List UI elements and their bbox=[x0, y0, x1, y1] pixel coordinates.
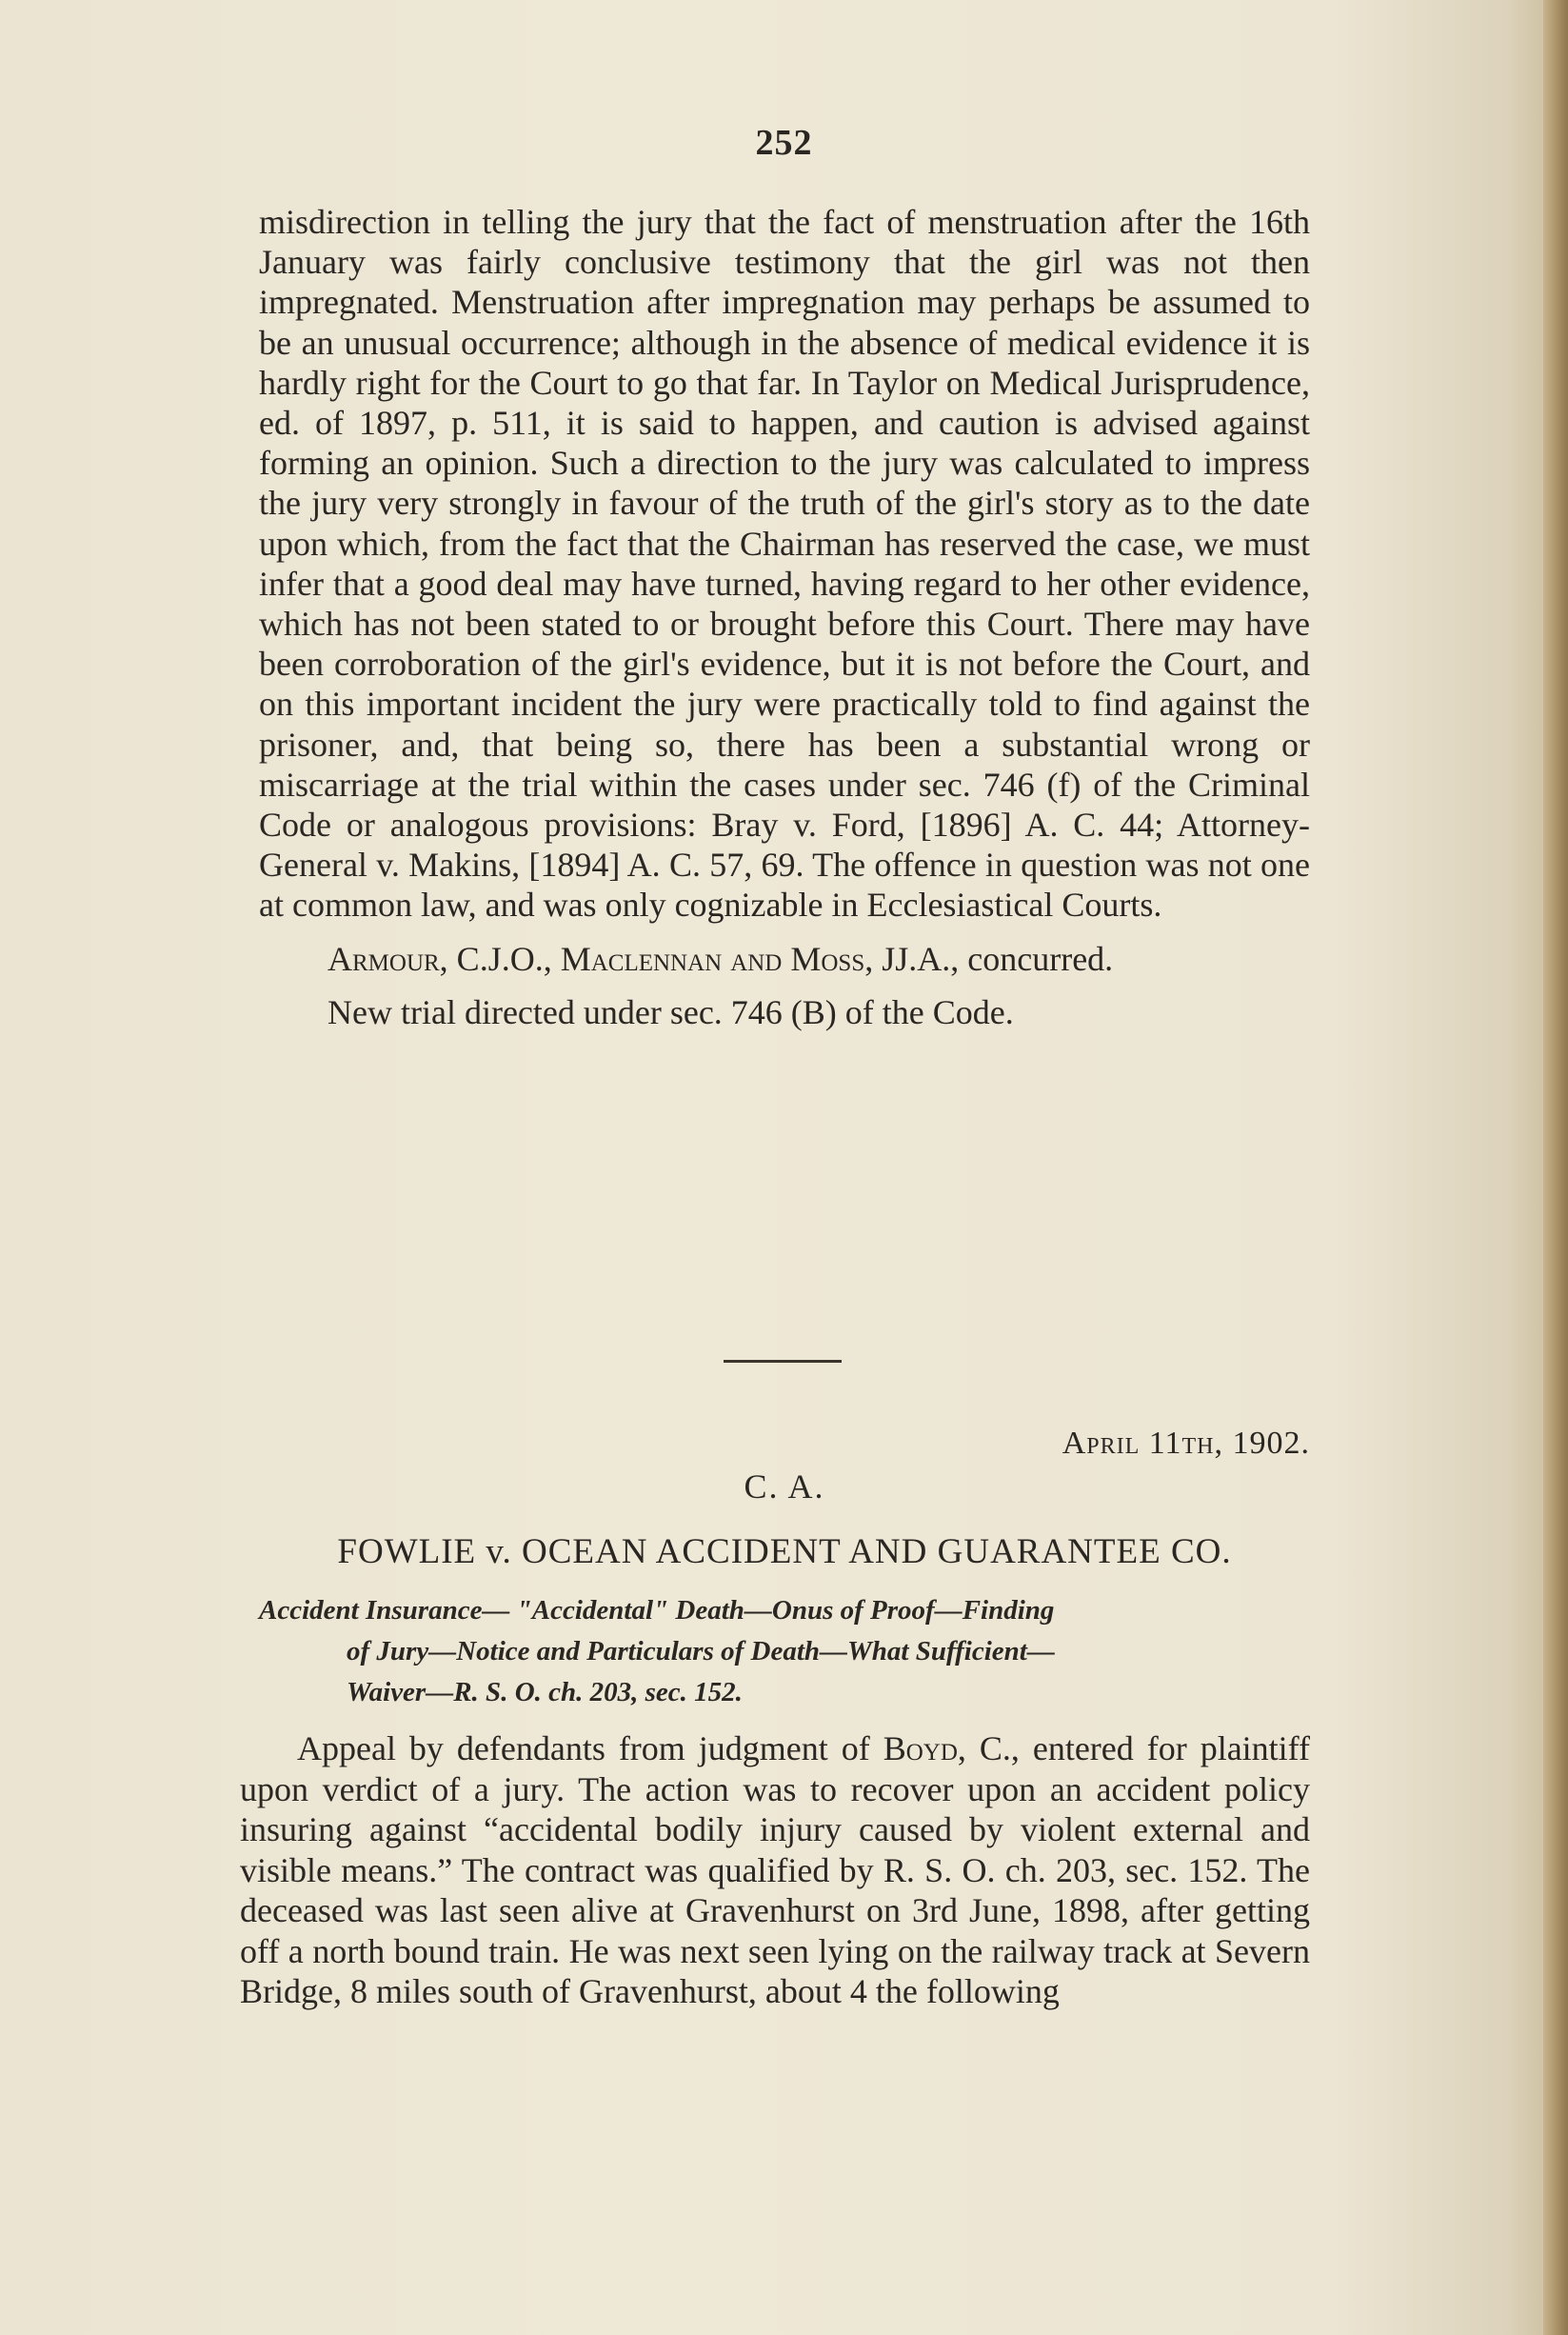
page-edge bbox=[1543, 0, 1568, 2335]
appeal-judge: Boyd bbox=[883, 1729, 958, 1767]
appeal-paragraph bbox=[240, 1728, 1310, 2012]
opinion-text bbox=[259, 202, 1310, 1032]
court-label: C. A. bbox=[744, 1467, 825, 1506]
opinion-paragraph: misdirection in telling the jury that the fact of menstruation after the 16th January was fairly conclusive testimony that the girl was not then impregnated. Menstruation after impregnation may perhaps be assumed to be an unusual occurrence; although in the absence of medical evidence it is hardly right for the Court to go that far. In Taylor on Medical Jurisprudence, ed. of 1897, p. 511, it is said to happen, and caution is advised against forming an opinion. Such a direction to the jury was calculated to impress the jury very strongly in favour of the truth of the girl's story as to the date upon which, from the fact that the Chairman has reserved the case, we must infer that a good deal may have turned, having regard to her other evidence, which has not been stated to or brought before this Court. There may have been corroboration of the girl's evidence, but it is not before the Court, and on this important incident the jury were practically told to find against the prisoner, and, that being so, there has been a substantial wrong or miscarriage at the trial within the cases under sec. 746 (f) of the Criminal Code or analogous provisions: Bray v. Ford, [1896] A. C. 44; Attorney-General v. Makins, [1894] A. C. 57, 69. The offence in question was not one at common law, and was only cognizable in Ecclesiastical Courts. bbox=[259, 203, 1310, 925]
headnote bbox=[259, 1590, 1310, 1713]
case-date: April 11th, 1902. bbox=[1062, 1426, 1310, 1461]
concurrence-judges: Armour, C.J.O., Maclennan and Moss, JJ.A., bbox=[327, 939, 960, 978]
concurrence-rest: concurred. bbox=[967, 939, 1114, 978]
page-number: 252 bbox=[755, 123, 813, 163]
appeal-rest: , C., entered for plaintiff upon verdict of a jury. The action was to recover upon an accident policy insuring against “accidental bodily injury caused by violent external and visible means.” The contract was qualified by R. S. O. ch. 203, sec. 152. The deceased was last seen alive at Gravenhurst on 3rd June, 1898, after getting off a north bound train. He was next seen lying on the railway track at Severn Bridge, 8 miles south of Gravenhurst, about 4 the following bbox=[240, 1729, 1311, 2010]
case-title: FOWLIE v. OCEAN ACCIDENT AND GUARANTEE CO. bbox=[337, 1532, 1232, 1571]
disposition: New trial directed under sec. 746 (B) of the Code. bbox=[327, 992, 1014, 1031]
appeal-start: Appeal by defendants from judgment of bbox=[297, 1729, 870, 1767]
headnote-line-1: Accident Insurance— "Accidental" Death—Onus of Proof—Finding bbox=[259, 1595, 1055, 1626]
headnote-line-3: Waiver—R. S. O. ch. 203, sec. 152. bbox=[347, 1677, 743, 1707]
headnote-line-2: of Jury—Notice and Particulars of Death—What Sufficient— bbox=[347, 1636, 1055, 1666]
concurrence bbox=[259, 939, 1310, 979]
section-divider bbox=[724, 1360, 842, 1363]
